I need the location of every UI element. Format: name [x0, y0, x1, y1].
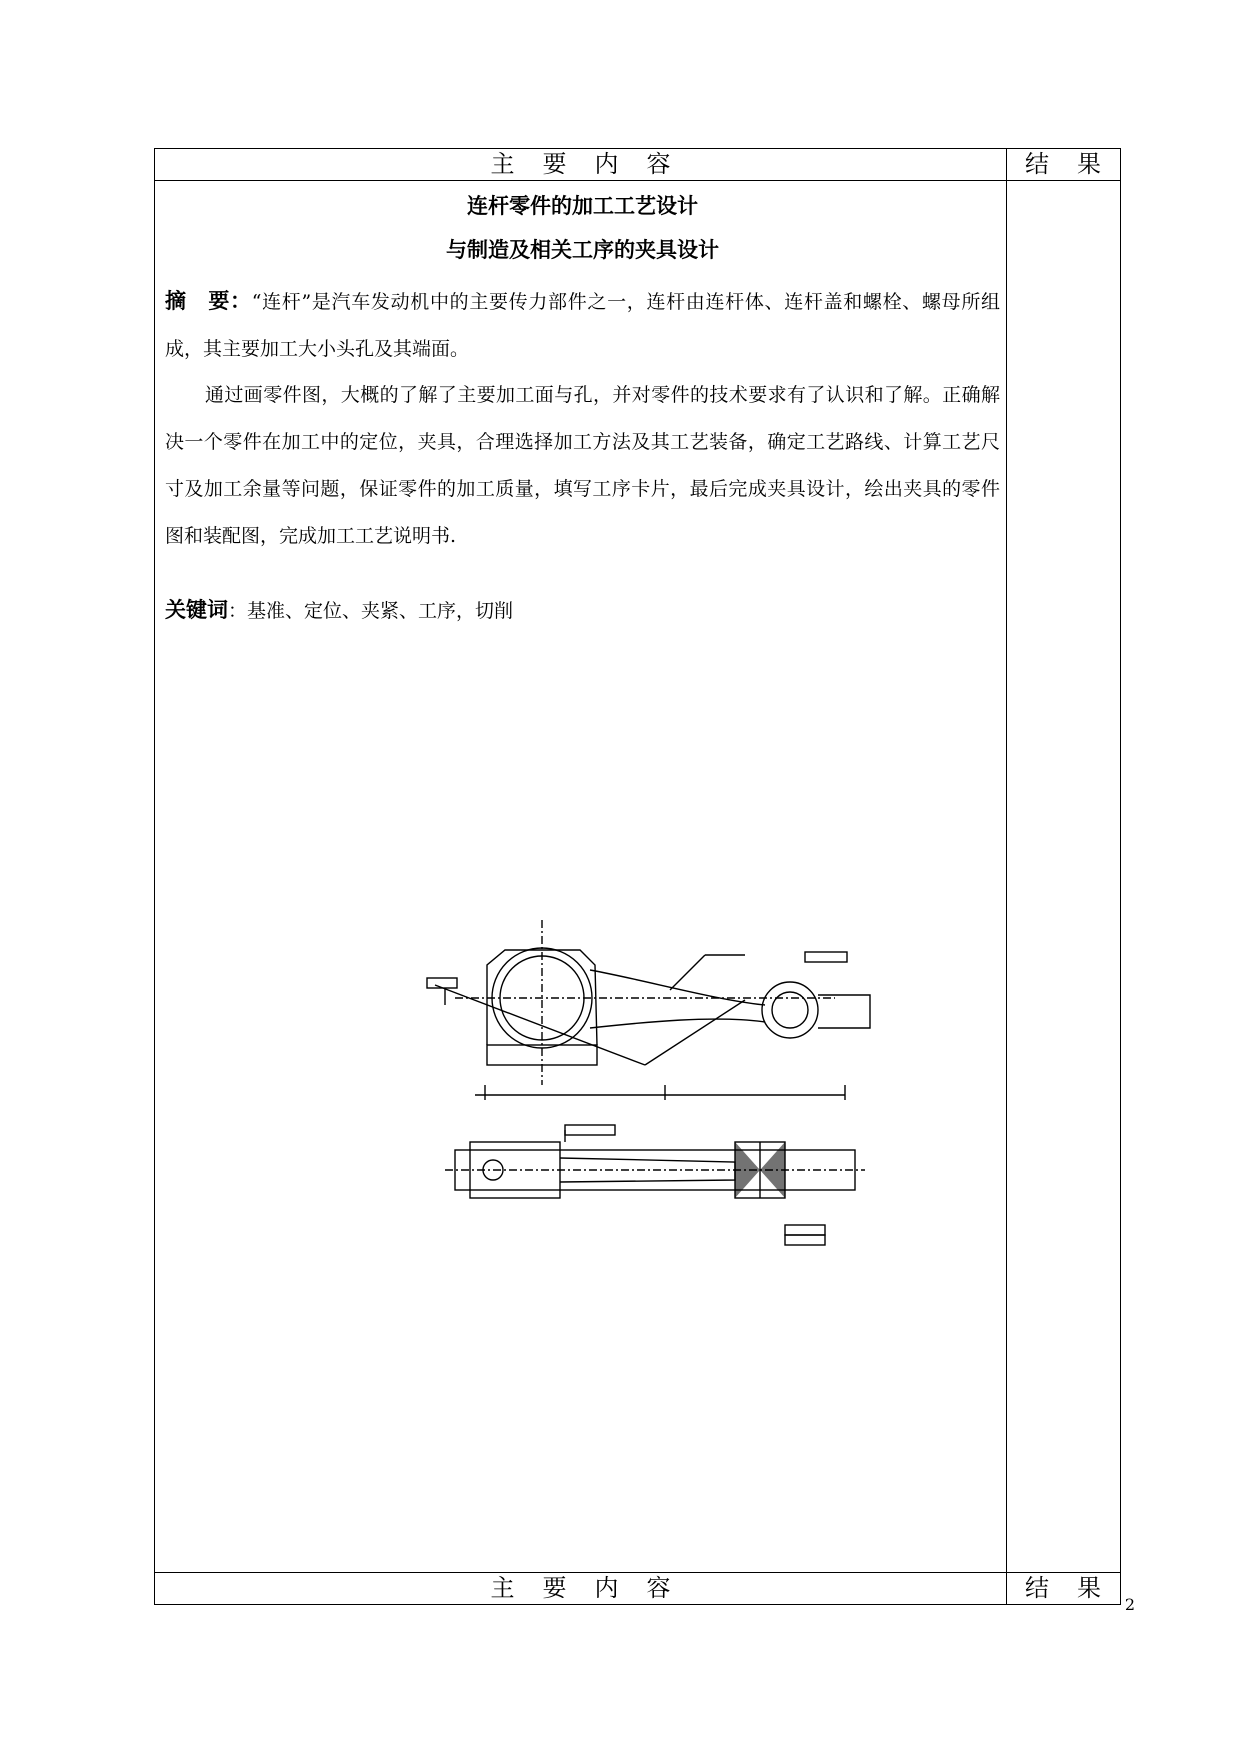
keywords-line	[165, 587, 1000, 635]
table-header-row	[155, 149, 1120, 181]
abstract-label: 摘 要：	[165, 289, 252, 313]
document-title-line2: 与制造及相关工序的夹具设计	[446, 238, 719, 262]
header-result: 结 果	[1025, 150, 1101, 178]
connecting-rod-drawing	[415, 910, 890, 1250]
page-number: 2	[1124, 1595, 1135, 1614]
keywords-label: 关键词	[165, 598, 228, 622]
footer-main-content: 主 要 内 容	[490, 1574, 671, 1602]
content-table	[154, 148, 1121, 1605]
document-title-line1: 连杆零件的加工工艺设计	[467, 194, 698, 218]
table-footer-row	[155, 1572, 1120, 1604]
abstract-paragraph-1	[165, 278, 1000, 373]
abstract-paragraph-2: 通过画零件图，大概的了解了主要加工面与孔，并对零件的技术要求有了认识和了解。正确解决一个零件在加工中的定位，夹具，合理选择加工方法及其工艺装备，确定工艺路线、计算工艺尺寸及加工余量等问题，保证零件的加工质量，填写工序卡片，最后完成夹具设计，绘出夹具的零件图和装配图，完成加工工艺说明书.	[165, 384, 1000, 547]
column-divider	[1006, 149, 1007, 1604]
header-main-content: 主 要 内 容	[490, 150, 671, 178]
keywords-value: ：基准、定位、夹紧、工序，切削	[228, 600, 514, 622]
footer-result: 结 果	[1025, 1574, 1101, 1602]
abstract-text-1: “连杆”是汽车发动机中的主要传力部件之一，连杆由连杆体、连杆盖和螺栓、螺母所组成，其主要加工大小头孔及其端面。	[165, 291, 1001, 360]
